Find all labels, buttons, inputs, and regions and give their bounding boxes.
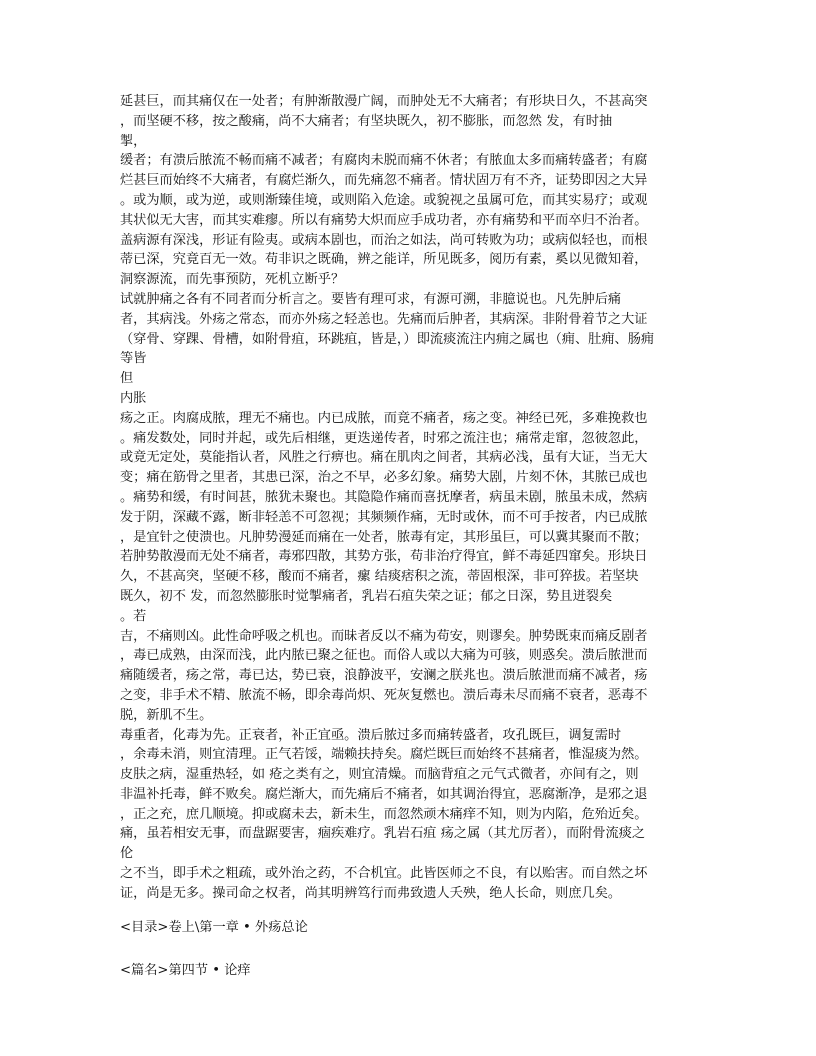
text-line: 痛随缓者，疡之常，毒已达，势已衰，浪静波平，安澜之朕兆也。溃后脓泄而痛不减者，疡 [120,668,648,684]
text-line: ，是宜针之使溃也。凡肿势漫延而痛在一处者，脓毒有定，其形虽巨，可以冀其聚而不散； [120,529,648,545]
text-line: 疡之正。肉腐成脓，理无不痛也。内已成脓，而竟不痛者，疡之变。神经已死，多难挽救也 [120,410,648,426]
section-title-line: <篇名>第四节 • 论痒 [120,963,251,978]
text-line: 蒂已深，究竟百无一效。苟非识之既确，辨之能详，所见既多，阅历有素，奚以见微知着， [120,252,648,268]
text-line: 脱，新肌不生。 [120,707,213,723]
text-line: 发于阴，深藏不露，断非轻恙不可忽视；其频频作痛，无时或休，而不可手按者，内已成脓 [120,509,648,525]
text-line: 盖病源有深浅，形证有险夷。或病本剧也，而治之如法，尚可转败为功；或病似轻也，而根 [120,232,648,248]
text-line: 吉，不痛则凶。此性命呼吸之机也。而昧者反以不痛为苟安，则谬矣。肿势既束而痛反剧者 [120,628,648,644]
text-line: 烂甚巨而始终不大痛者，有腐烂渐久，而先痛忽不痛者。情状固万有不齐，证势即因之大异 [120,173,648,189]
text-line: 者，其病浅。外疡之常态，而亦外疡之轻恙也。先痛而后肿者，其病深。非附骨着节之大证 [120,311,648,327]
text-line: 若肿势散漫而无处不痛者，毒邪四散，其势方张，苟非治疗得宜，鲜不毒延四窜矣。形块日 [120,549,648,565]
directory-line: <目录>卷上\第一章 • 外疡总论 [120,920,308,935]
text-line: 。痛势和缓，有时间甚，脓犹未聚也。其隐隐作痛而喜抚摩者，病虽未剧，脓虽未成，然病 [120,489,648,505]
text-line: 久，不甚高突，坚硬不移，酸而不痛者，瘰 结痰痞积之流，蒂固根深，非可猝拔。若坚块 [120,569,639,585]
text-line: （穿骨、穿踝、骨槽，如附骨疽，环跳疽，皆是，）即流痰流注内痈之属也（痈、肚痈、肠痈 [120,331,655,347]
text-line: 毒重者，化毒为先。正衰者，补正宜亟。溃后脓过多而痛转盛者，攻孔既巨，调复需时 [120,727,622,743]
text-line: 伦 [120,846,134,862]
text-line: 。若 [120,608,147,624]
text-line: ，余毒未消，则宜清理。正气若馁，端赖扶持矣。腐烂既巨而始终不甚痛者，惟湿痰为然。 [120,747,648,763]
text-line: 其状似无大害，而其实难瘳。所以有痛势大炽而应手成功者，亦有痛势和平而卒归不治者。 [120,212,648,228]
text-line: ，毒已成熟，由深而浅，此内脓已聚之征也。而俗人或以大痛为可骇，则惑矣。溃后脓泄而 [120,648,648,664]
text-line: 痛，虽若相安无事，而盘踞要害，痼疾难疗。乳岩石疽 疡之属（其尤厉者），而附骨流痰之 [120,826,646,842]
text-line: 。或为顺，或为逆，或则渐臻佳境，或则陷入危途。或貌视之虽属可危，而其实易疗；或观 [120,192,648,208]
text-line: 之变，非手术不精、脓流不畅，即余毒尚炽、死灰复燃也。溃后毒未尽而痛不衰者，恶毒不 [120,687,648,703]
text-line: 皮肤之病，湿重热轻，如 疮之类有之，则宜清燥。而脑背疽之元气式微者，亦间有之，则 [120,767,639,783]
text-line: 非温补托毒，鲜不败矣。腐烂渐大，而先痛后不痛者，如其调治得宜，恶腐渐净，是邪之退 [120,786,648,802]
text-line: 既久，初不 发，而忽然膨胀时觉掣痛者，乳岩石疽失荣之证；郁之日深，势且迸裂矣 [120,588,613,604]
text-line: 洞察源流，而先事预防，死机立断乎？ [120,272,345,288]
text-line: ，正之充，庶几顺境。抑或腐未去，新未生，而忽然顽木痛痒不知，则为内陷，危殆近矣。 [120,806,648,822]
text-line: 但 [120,371,134,387]
text-line: 证，尚是无多。操司命之权者，尚其明辨笃行而弗致遗人夭殃，绝人长命，则庶几矣。 [120,885,622,901]
text-line: 内胀 [120,390,147,406]
text-line: 或竟无定处，莫能指认者，风胜之行痹也。痛在肌肉之间者，其病必浅，虽有大证，当无大 [120,450,648,466]
text-line: 试就肿痛之各有不同者而分析言之。要皆有理可求，有源可溯，非臆说也。凡先肿后痛 [120,291,622,307]
text-line: 。痛发数处，同时并起，或先后相继，更迭递传者，时邪之流注也；痛常走窜，忽彼忽此， [120,430,648,446]
text-line: 掣， [120,133,147,149]
body-text [120,92,700,904]
text-line: 缓者；有溃后脓流不畅而痛不减者；有腐肉未脱而痛不休者；有脓血太多而痛转盛者；有腐 [120,153,648,169]
text-line: 等皆 [120,351,147,367]
text-line: 变；痛在筋骨之里者，其患已深，治之不早，必多幻象。痛势大剧，片刻不休，其脓已成也 [120,470,648,486]
text-line: 延甚巨，而其痛仅在一处者；有肿渐散漫广阔，而肿处无不大痛者；有形块日久，不甚高突 [120,94,648,109]
text-line: 之不当，即手术之粗疏，或外治之药，不合机宜。此皆医师之不良，有以贻害。而自然之坏 [120,866,648,882]
text-line: ，而坚硬不移，按之酸痛，尚不大痛者；有坚块既久，初不膨胀，而忽然 发，有时抽 [120,113,613,129]
